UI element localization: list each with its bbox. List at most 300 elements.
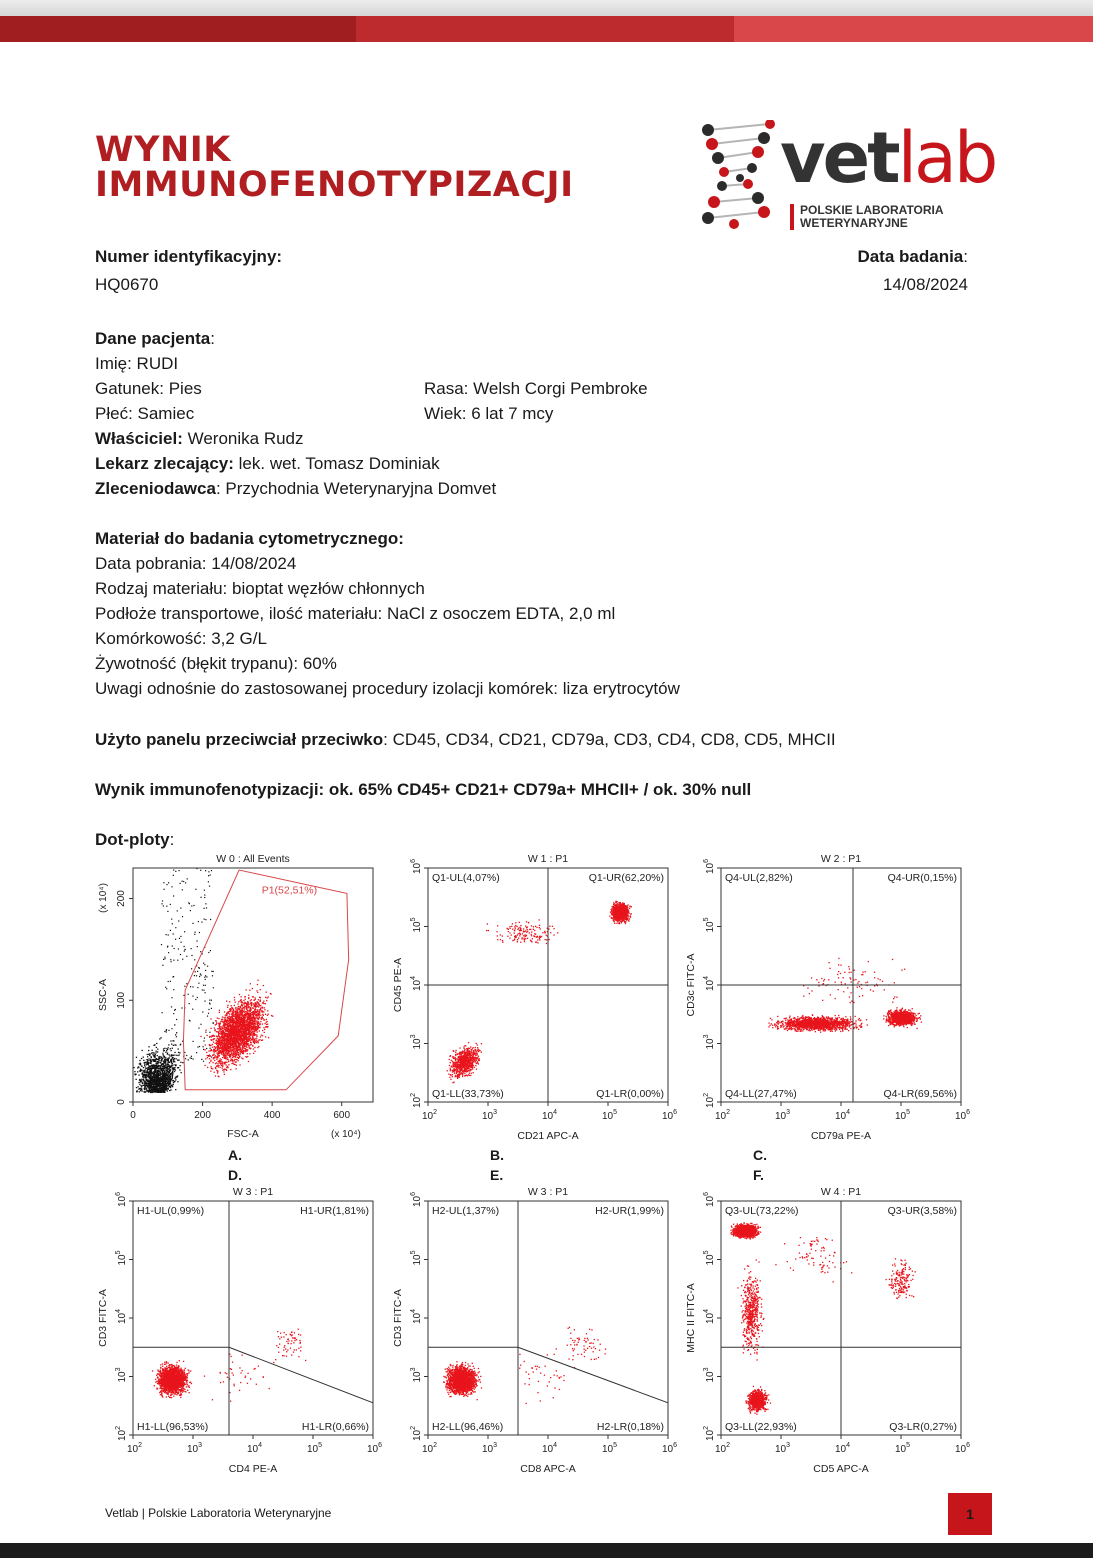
event-dot	[237, 1027, 238, 1028]
patient-heading-colon: :	[210, 329, 215, 348]
event-dot	[218, 1018, 219, 1019]
event-dot	[211, 1050, 212, 1051]
event-dot	[271, 1015, 272, 1016]
event-dot	[166, 934, 167, 935]
event-dot	[224, 1035, 225, 1036]
event-dot	[238, 1013, 239, 1014]
event-dot	[629, 918, 630, 919]
event-dot	[145, 1076, 146, 1077]
event-dot	[153, 1074, 154, 1075]
event-dot	[256, 1036, 257, 1037]
event-dot	[164, 1048, 165, 1049]
event-dot	[249, 1045, 250, 1046]
event-dot	[251, 999, 252, 1000]
event-dot	[154, 1067, 155, 1068]
event-dot	[195, 932, 196, 933]
event-dot	[166, 1073, 167, 1074]
event-dot	[253, 1041, 254, 1042]
event-dot	[161, 1059, 162, 1060]
event-dot	[233, 1056, 234, 1057]
event-dot	[233, 1021, 234, 1022]
x-tick-label: 400	[263, 1110, 281, 1121]
event-dot	[161, 1057, 162, 1058]
event-dot	[236, 1065, 237, 1066]
date-label-colon: :	[963, 247, 968, 266]
event-dot	[155, 1081, 156, 1082]
event-dot	[226, 1001, 227, 1002]
event-dot	[232, 1028, 233, 1029]
event-dot	[237, 1034, 238, 1035]
event-dot	[250, 1048, 251, 1049]
event-dot	[235, 1064, 236, 1065]
event-dot	[245, 1032, 246, 1033]
event-dot	[206, 1052, 207, 1053]
event-dot	[203, 1061, 204, 1062]
event-dot	[154, 1068, 155, 1069]
event-dot	[137, 1071, 138, 1072]
event-dot	[230, 1017, 231, 1018]
event-dot	[253, 1003, 254, 1004]
event-dot	[177, 1059, 178, 1060]
event-dot	[236, 1029, 237, 1030]
event-dot	[231, 1037, 232, 1038]
event-dot	[156, 1043, 157, 1044]
event-dot	[218, 1066, 219, 1067]
event-dot	[160, 1037, 161, 1038]
event-dot	[232, 1034, 233, 1035]
event-dot	[237, 1020, 238, 1021]
event-dot	[230, 1058, 231, 1059]
event-dot	[191, 905, 192, 906]
event-dot	[236, 1038, 237, 1039]
event-dot	[211, 1057, 212, 1058]
event-dot	[208, 875, 209, 876]
event-dot	[192, 923, 193, 924]
event-dot	[237, 1030, 238, 1031]
event-dot	[172, 1085, 173, 1086]
event-dot	[252, 1021, 253, 1022]
event-dot	[157, 1082, 158, 1083]
event-dot	[241, 1017, 242, 1018]
event-dot	[224, 1047, 225, 1048]
event-dot	[236, 1055, 237, 1056]
event-dot	[239, 1045, 240, 1046]
event-dot	[217, 1043, 218, 1044]
event-dot	[150, 1080, 151, 1081]
event-dot	[157, 1055, 158, 1056]
event-dot	[215, 1047, 216, 1048]
event-dot	[228, 1036, 229, 1037]
event-dot	[217, 1063, 218, 1064]
gate-label: P1(52,51%)	[261, 884, 318, 897]
event-dot	[227, 1042, 228, 1043]
event-dot	[251, 1042, 252, 1043]
x-axis-label: FSC-A	[227, 1128, 259, 1140]
event-dot	[211, 971, 212, 972]
event-dot	[221, 1065, 222, 1066]
event-dot	[200, 973, 201, 974]
event-dot	[158, 1088, 159, 1089]
event-dot	[203, 990, 204, 991]
event-dot	[238, 1031, 239, 1032]
event-dot	[263, 985, 264, 986]
event-dot	[225, 1031, 226, 1032]
event-dot	[198, 921, 199, 922]
event-dot	[162, 1012, 163, 1013]
patient-name: Imię: RUDI	[95, 354, 179, 373]
event-dot	[162, 1053, 163, 1054]
event-dot	[171, 1006, 172, 1007]
event-dot	[207, 1057, 208, 1058]
event-dot	[239, 1064, 240, 1065]
event-dot	[164, 1086, 165, 1087]
event-dot	[150, 1053, 151, 1054]
event-dot	[164, 1057, 165, 1058]
event-dot	[151, 1084, 152, 1085]
event-dot	[220, 1051, 221, 1052]
event-dot	[261, 1017, 262, 1018]
event-dot	[246, 1006, 247, 1007]
event-dot	[155, 1065, 156, 1066]
event-dot	[259, 1009, 260, 1010]
event-dot	[176, 1036, 177, 1037]
doctor-label: Lekarz zlecający:	[95, 454, 234, 473]
event-dot	[218, 1034, 219, 1035]
event-dot	[217, 1048, 218, 1049]
event-dot	[210, 1028, 211, 1029]
event-dot	[226, 1014, 227, 1015]
event-dot	[257, 1041, 258, 1042]
event-dot	[158, 1066, 159, 1067]
event-dot	[232, 1007, 233, 1008]
event-dot	[266, 1000, 267, 1001]
event-dot	[238, 1052, 239, 1053]
event-dot	[222, 1039, 223, 1040]
event-dot	[264, 1023, 265, 1024]
event-dot	[159, 1084, 160, 1085]
event-dot	[236, 1031, 237, 1032]
event-dot	[609, 916, 610, 917]
event-dot	[245, 1020, 246, 1021]
event-dot	[257, 1011, 258, 1012]
event-dot	[172, 1065, 173, 1066]
event-dot	[257, 1014, 258, 1015]
event-dot	[254, 1009, 255, 1010]
event-dot	[226, 1020, 227, 1021]
event-dot	[234, 1042, 235, 1043]
event-dot	[148, 1072, 149, 1073]
event-dot	[175, 871, 176, 872]
plot-title: W 0 : All Events	[216, 853, 290, 865]
event-dot	[151, 1092, 152, 1093]
event-dot	[247, 1026, 248, 1027]
event-dot	[143, 1071, 144, 1072]
event-dot	[253, 996, 254, 997]
event-dot	[249, 1048, 250, 1049]
event-dot	[257, 980, 258, 981]
event-dot	[197, 987, 198, 988]
event-dot	[216, 1020, 217, 1021]
event-dot	[218, 1045, 219, 1046]
event-dot	[250, 1010, 251, 1011]
event-dot	[251, 1044, 252, 1045]
event-dot	[213, 1058, 214, 1059]
material-type: Rodzaj materiału: bioptat węzłów chłonnych	[95, 579, 425, 598]
event-dot	[209, 1000, 210, 1001]
event-dot	[156, 1068, 157, 1069]
event-dot	[199, 968, 200, 969]
event-dot	[181, 942, 182, 943]
event-dot	[144, 1081, 145, 1082]
event-dot	[229, 1011, 230, 1012]
event-dot	[153, 1045, 154, 1046]
event-dot	[168, 1064, 169, 1065]
event-dot	[139, 1084, 140, 1085]
event-dot	[235, 1036, 236, 1037]
event-dot	[259, 1014, 260, 1015]
event-dot	[138, 1082, 139, 1083]
event-dot	[257, 992, 258, 993]
event-dot	[178, 1052, 179, 1053]
event-dot	[241, 996, 242, 997]
event-dot	[140, 1090, 141, 1091]
event-dot	[230, 1033, 231, 1034]
event-dot	[250, 1040, 251, 1041]
event-dot	[215, 1043, 216, 1044]
event-dot	[244, 1048, 245, 1049]
event-dot	[199, 932, 200, 933]
event-dot	[201, 922, 202, 923]
event-dot	[179, 1054, 180, 1055]
event-dot	[139, 1088, 140, 1089]
event-dot	[167, 946, 168, 947]
event-dot	[200, 951, 201, 952]
event-dot	[222, 1067, 223, 1068]
event-dot	[256, 1024, 257, 1025]
event-dot	[233, 1015, 234, 1016]
event-dot	[172, 1040, 173, 1041]
event-dot	[144, 1062, 145, 1063]
event-dot	[224, 1074, 225, 1075]
event-dot	[234, 1025, 235, 1026]
event-dot	[244, 1042, 245, 1043]
event-dot	[245, 996, 246, 997]
event-dot	[213, 1051, 214, 1052]
event-dot	[162, 1075, 163, 1076]
event-dot	[229, 1043, 230, 1044]
event-dot	[250, 1034, 251, 1035]
patient-species: Gatunek: Pies	[95, 379, 202, 398]
event-dot	[142, 1082, 143, 1083]
event-dot	[228, 1029, 229, 1030]
event-dot	[252, 1017, 253, 1018]
result-summary: Wynik immunofenotypizacji: ok. 65% CD45+ CD21+ CD79a+ MHCII+ / ok. 30% null	[95, 780, 752, 799]
event-dot	[258, 1004, 259, 1005]
event-dot	[216, 1022, 217, 1023]
event-dot	[193, 1041, 194, 1042]
event-dot	[171, 997, 172, 998]
event-dot	[176, 1055, 177, 1056]
event-dot	[155, 1091, 156, 1092]
event-dot	[147, 1069, 148, 1070]
top-shadow	[0, 0, 1093, 16]
event-dot	[230, 1011, 231, 1012]
event-dot	[236, 1049, 237, 1050]
event-dot	[235, 1046, 236, 1047]
event-dot	[203, 963, 204, 964]
event-dot	[259, 1005, 260, 1006]
event-dot	[175, 1034, 176, 1035]
event-dot	[224, 1018, 225, 1019]
event-dot	[200, 1036, 201, 1037]
event-dot	[178, 1048, 179, 1049]
event-dot	[222, 1016, 223, 1017]
event-dot	[223, 1041, 224, 1042]
event-dot	[156, 1051, 157, 1052]
event-dot	[171, 1044, 172, 1045]
event-dot	[189, 1003, 190, 1004]
event-dot	[170, 1048, 171, 1049]
x-tick-label: 0	[130, 1110, 136, 1121]
event-dot	[159, 1038, 160, 1039]
event-dot	[237, 1051, 238, 1052]
event-dot	[134, 1071, 135, 1072]
event-dot	[202, 989, 203, 990]
event-dot	[166, 906, 167, 907]
event-dot	[252, 988, 253, 989]
event-dot	[157, 1072, 158, 1073]
event-dot	[160, 1067, 161, 1068]
event-dot	[167, 1073, 168, 1074]
event-dot	[255, 1024, 256, 1025]
event-dot	[169, 1090, 170, 1091]
event-dot	[252, 1045, 253, 1046]
event-dot	[210, 919, 211, 920]
event-dot	[266, 1019, 267, 1020]
event-dot	[218, 1051, 219, 1052]
event-dot	[156, 1086, 157, 1087]
event-dot	[210, 1060, 211, 1061]
event-dot	[165, 1063, 166, 1064]
event-dot	[162, 1071, 163, 1072]
event-dot	[235, 1051, 236, 1052]
event-dot	[148, 1076, 149, 1077]
event-dot	[137, 1086, 138, 1087]
doctor-value: lek. wet. Tomasz Dominiak	[233, 454, 440, 473]
event-dot	[248, 1039, 249, 1040]
event-dot	[224, 1020, 225, 1021]
event-dot	[229, 1048, 230, 1049]
event-dot	[248, 1010, 249, 1011]
event-dot	[141, 1086, 142, 1087]
event-dot	[237, 1042, 238, 1043]
event-dot	[258, 1042, 259, 1043]
event-dot	[260, 999, 261, 1000]
event-dot	[211, 1039, 212, 1040]
y-tick-label: 100	[116, 991, 127, 1009]
event-dot	[147, 1072, 148, 1073]
event-dot	[154, 1078, 155, 1079]
event-dot	[205, 985, 206, 986]
event-dot	[168, 1030, 169, 1031]
event-dot	[191, 968, 192, 969]
event-dot	[227, 1031, 228, 1032]
event-dot	[171, 1060, 172, 1061]
event-dot	[174, 948, 175, 949]
event-dot	[225, 1061, 226, 1062]
event-dot	[166, 1072, 167, 1073]
event-dot	[270, 993, 271, 994]
event-dot	[180, 1044, 181, 1045]
event-dot	[204, 895, 205, 896]
event-dot	[175, 1044, 176, 1045]
event-dot	[255, 1030, 256, 1031]
event-dot	[255, 1022, 256, 1023]
event-dot	[244, 1009, 245, 1010]
event-dot	[229, 1044, 230, 1045]
event-dot	[264, 1019, 265, 1020]
event-dot	[184, 986, 185, 987]
event-dot	[240, 1031, 241, 1032]
event-dot	[158, 1068, 159, 1069]
event-dot	[256, 1040, 257, 1041]
event-dot	[146, 1083, 147, 1084]
event-dot	[228, 1013, 229, 1014]
event-dot	[141, 1079, 142, 1080]
event-dot	[142, 1076, 143, 1077]
event-dot	[190, 986, 191, 987]
event-dot	[184, 951, 185, 952]
event-dot	[234, 1059, 235, 1060]
event-dot	[265, 1014, 266, 1015]
event-dot	[237, 1003, 238, 1004]
event-dot	[166, 1076, 167, 1077]
event-dot	[255, 997, 256, 998]
event-dot	[256, 1017, 257, 1018]
event-dot	[191, 955, 192, 956]
event-dot	[255, 1014, 256, 1015]
event-dot	[217, 1031, 218, 1032]
event-dot	[219, 1060, 220, 1061]
event-dot	[143, 1067, 144, 1068]
event-dot	[169, 1084, 170, 1085]
event-dot	[237, 1041, 238, 1042]
event-dot	[250, 1033, 251, 1034]
event-dot	[262, 1023, 263, 1024]
event-dot	[244, 1025, 245, 1026]
event-dot	[239, 1034, 240, 1035]
event-dot	[164, 1077, 165, 1078]
event-dot	[171, 1058, 172, 1059]
event-dot	[175, 1077, 176, 1078]
event-dot	[171, 1028, 172, 1029]
event-dot	[173, 1070, 174, 1071]
event-dot	[204, 897, 205, 898]
event-dot	[164, 1031, 165, 1032]
event-dot	[220, 1050, 221, 1051]
event-dot	[175, 939, 176, 940]
event-dot	[242, 1038, 243, 1039]
event-dot	[257, 1009, 258, 1010]
event-dot	[193, 1059, 194, 1060]
event-dot	[181, 1007, 182, 1008]
event-dot	[144, 1088, 145, 1089]
event-dot	[171, 1050, 172, 1051]
event-dot	[170, 1077, 171, 1078]
event-dot	[213, 1042, 214, 1043]
event-dot	[248, 998, 249, 999]
event-dot	[185, 882, 186, 883]
